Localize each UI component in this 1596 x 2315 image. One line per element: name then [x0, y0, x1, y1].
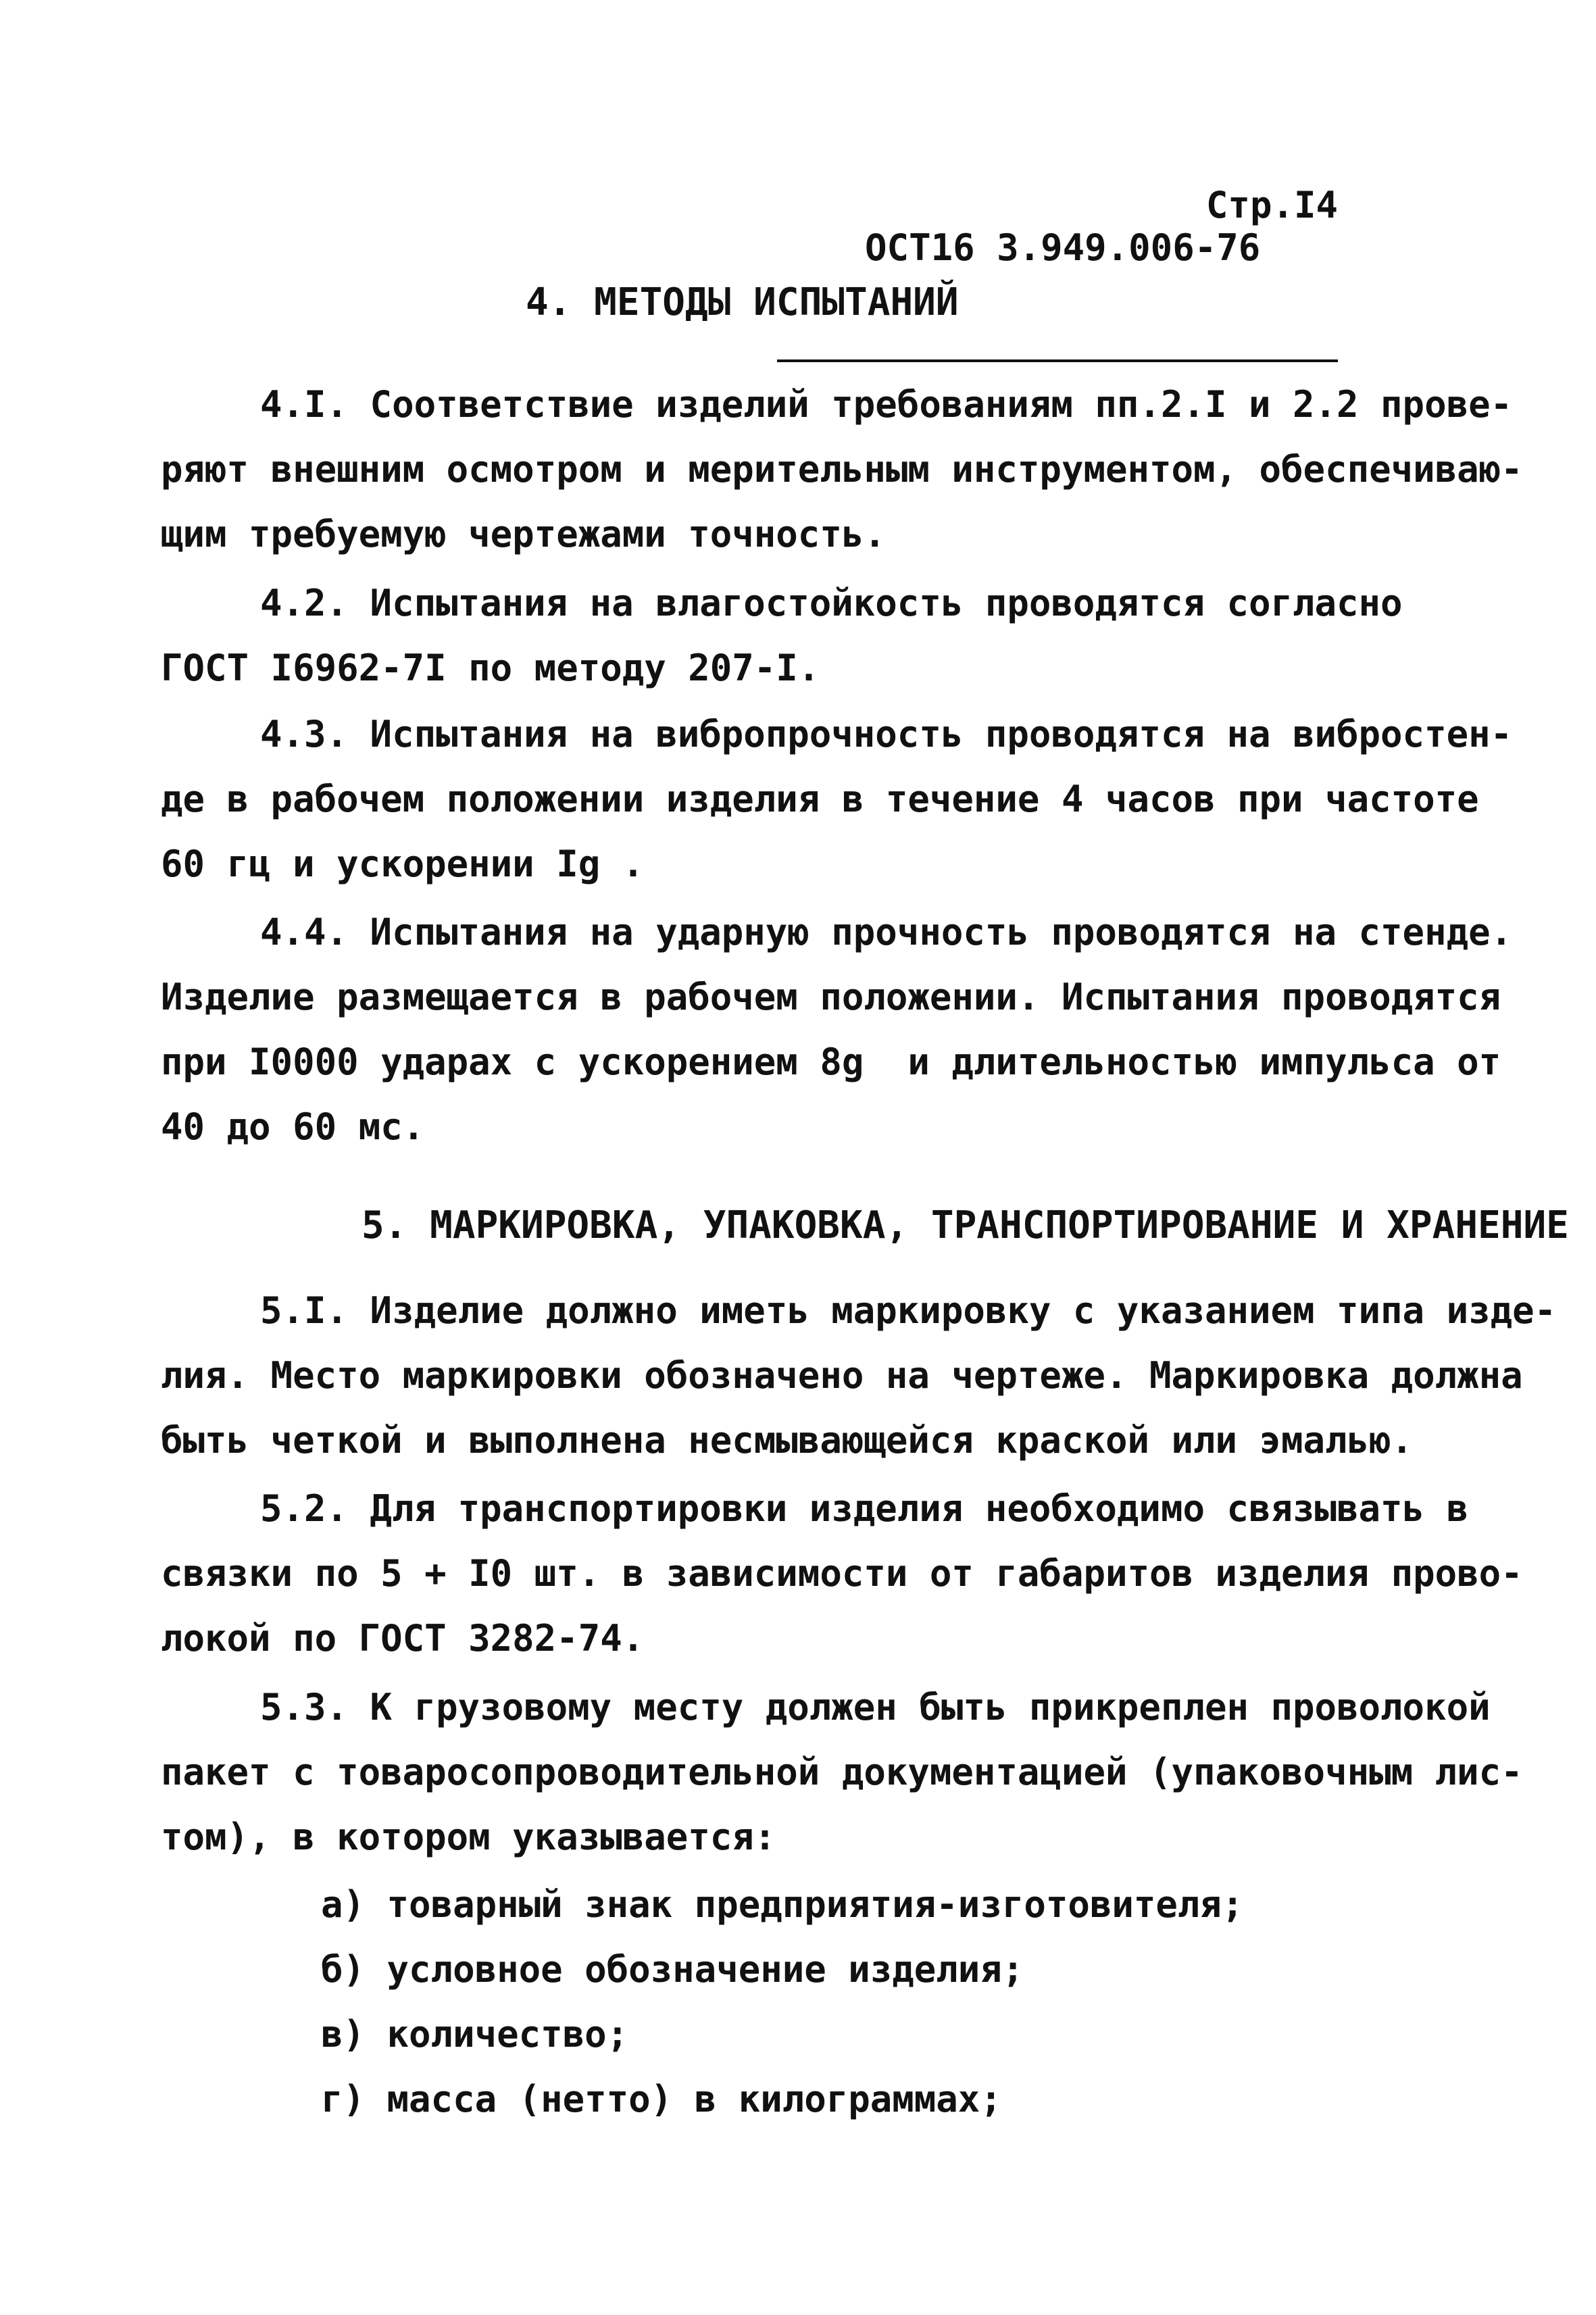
- paragraph-4-3-line-3: 60 гц и ускорении Ig .: [161, 843, 645, 885]
- list-item-b: б) условное обозначение изделия;: [321, 1948, 1024, 1991]
- paragraph-4-4-line-1: 4.4. Испытания на ударную прочность проводятся на стенде.: [260, 911, 1513, 953]
- paragraph-4-2-line-2: ГОСТ I6962-7I по методу 207-I.: [161, 647, 820, 689]
- paragraph-5-1-line-1: 5.I. Изделие должно иметь маркировку с указанием типа изде-: [260, 1289, 1557, 1332]
- paragraph-5-3-line-2: пакет с товаросопроводительной документацией (упаковочным лис-: [161, 1751, 1523, 1793]
- document-code: ОСТ16 3.949.006-76: [865, 226, 1261, 269]
- paragraph-4-2-line-1: 4.2. Испытания на влагостойкость проводятся согласно: [260, 582, 1403, 624]
- paragraph-4-4-line-4: 40 до 60 мс.: [161, 1105, 425, 1148]
- paragraph-4-4-line-3: при I0000 ударах с ускорением 8g и длительностью импульса от: [161, 1041, 1501, 1083]
- paragraph-4-3-line-1: 4.3. Испытания на вибропрочность проводятся на вибростен-: [260, 713, 1513, 755]
- paragraph-4-4-line-2: Изделие размещается в рабочем положении. Испытания проводятся: [161, 976, 1501, 1018]
- page-number: Стр.I4: [1205, 184, 1338, 226]
- list-item-a: а) товарный знак предприятия-изготовителя;: [321, 1883, 1244, 1926]
- paragraph-5-1-line-2: лия. Место маркировки обозначено на чертеже. Маркировка должна: [161, 1354, 1523, 1397]
- paragraph-4-1-line-2: ряют внешним осмотром и мерительным инструментом, обеспечиваю-: [161, 448, 1523, 491]
- page-header: [777, 184, 1338, 362]
- paragraph-4-1-line-3: щим требуемую чертежами точность.: [161, 513, 886, 555]
- paragraph-4-3-line-2: де в рабочем положении изделия в течение 4 часов при частоте: [161, 778, 1479, 820]
- paragraph-5-2-line-3: локой по ГОСТ 3282-74.: [161, 1617, 645, 1660]
- list-item-v: в) количество;: [321, 2013, 629, 2056]
- paragraph-5-1-line-3: быть четкой и выполнена несмывающейся краской или эмалью.: [161, 1419, 1414, 1462]
- paragraph-5-3-line-3: том), в котором указывается:: [161, 1816, 776, 1858]
- paragraph-4-1-line-1: 4.I. Соответствие изделий требованиям пп.2.I и 2.2 прове-: [260, 383, 1513, 426]
- section-5-title: 5. МАРКИРОВКА, УПАКОВКА, ТРАНСПОРТИРОВАНИЕ И ХРАНЕНИЕ: [361, 1203, 1569, 1247]
- paragraph-5-2-line-1: 5.2. Для транспортировки изделия необходимо связывать в: [260, 1487, 1469, 1530]
- paragraph-5-2-line-2: связки по 5 + I0 шт. в зависимости от габаритов изделия прово-: [161, 1552, 1523, 1595]
- paragraph-5-3-line-1: 5.3. К грузовому месту должен быть прикреплен проволокой: [260, 1686, 1491, 1728]
- list-item-g: г) масса (нетто) в килограммах;: [321, 2078, 1002, 2120]
- section-4-title: 4. МЕТОДЫ ИСПЫТАНИЙ: [526, 280, 959, 324]
